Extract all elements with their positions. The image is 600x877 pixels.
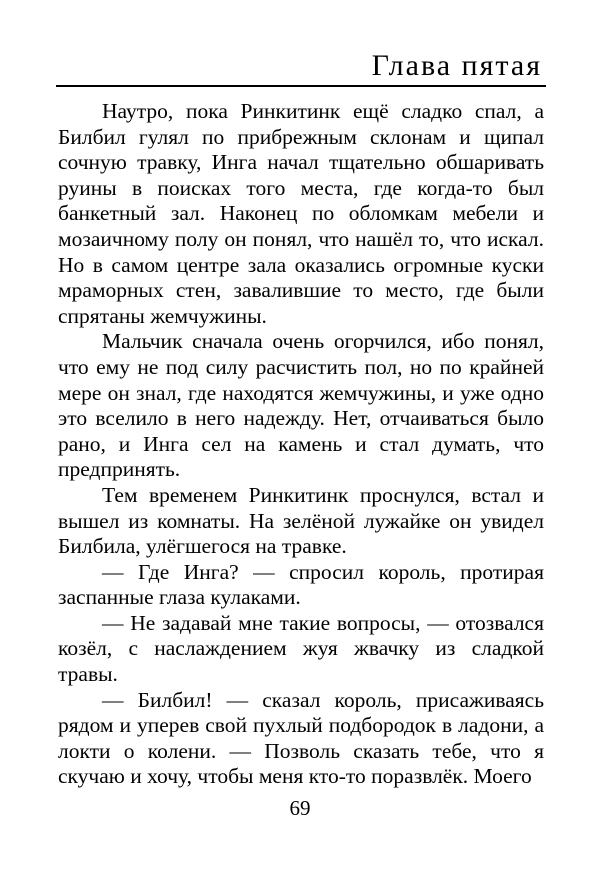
page-number: 69	[289, 796, 311, 820]
paragraph: — Билбил! — сказал король, присаживаясь рядом и уперев свой пухлый подбородок в ладони, а локти о колени. — Позволь сказать тебе, что я скучаю и хочу, чтобы меня кто-то поразвлёк. Моего	[58, 687, 544, 789]
paragraph: Мальчик сначала очень огорчился, ибо понял, что ему не под силу расчистить пол, но по крайней мере он знал, где находятся жемчужины, и уже одно это вселило в него надежду. Нет, отчаиваться было рано, и Инга сел на камень и стал думать, что предпринять.	[58, 329, 544, 482]
body-text	[58, 99, 544, 790]
paragraph: Наутро, пока Ринкитинк ещё сладко спал, а Билбил гулял по прибрежным склонам и щипал сочную травку, Инга начал тщательно обшаривать руины в поисках того места, где когда-то был банкетный зал. Наконец по обломкам мебели и мозаичному полу он понял, что нашёл то, что искал. Но в самом центре зала оказались огромные куски мраморных стен, завалившие то место, где были спрятаны жемчужины.	[58, 99, 544, 328]
header-rule	[56, 85, 546, 87]
chapter-title: Глава пятая	[371, 49, 542, 82]
paragraph: — Не задавай мне такие вопросы, — отозвался козёл, с наслаждением жуя жвачку из сладкой травы.	[58, 610, 544, 687]
paragraph: Тем временем Ринкитинк проснулся, встал и вышел из комнаты. На зелёной лужайке он увидел Билбила, улёгшегося на травке.	[58, 482, 544, 559]
paragraph: — Где Инга? — спросил король, протирая заспанные глаза кулаками.	[58, 559, 544, 610]
